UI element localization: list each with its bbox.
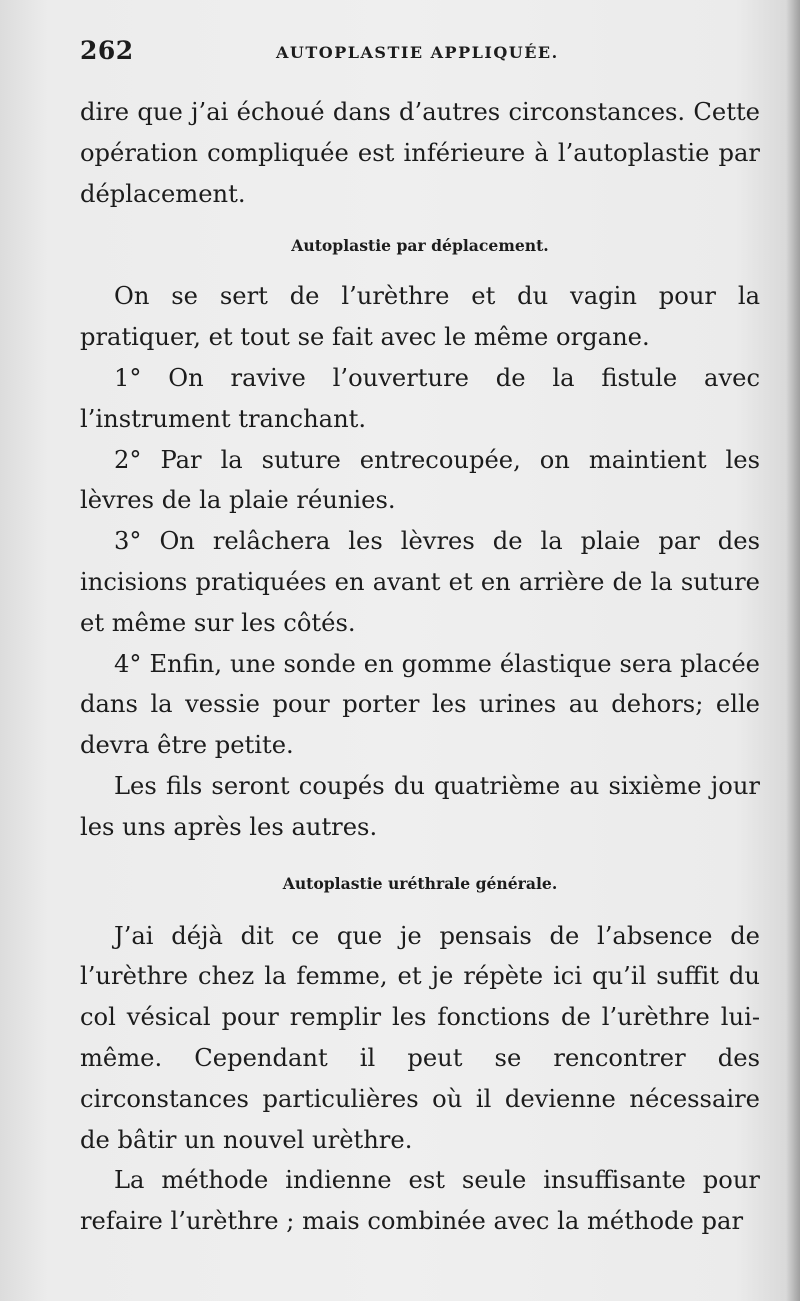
page-edge-shadow	[786, 0, 800, 1301]
step-2: 2° Par la suture entrecoupée, on maintient les lèvres de la plaie réunies.	[80, 445, 760, 515]
paragraph-sutures: Les fils seront coupés du quatrième au sixième jour les uns après les autres.	[80, 771, 760, 841]
paragraph-method: On se sert de l’urèthre et du vagin pour la pratiquer, et tout se fait avec le même organe.	[80, 282, 760, 352]
page-body	[80, 92, 760, 1242]
section-heading-urethral: Autoplastie uréthrale générale.	[282, 873, 558, 893]
step-4: 4° Enfin, une sonde en gomme élastique sera placée dans la vessie pour porter les urines au dehors; elle devra être petite.	[80, 649, 760, 760]
section-heading-displacement: Autoplastie par déplacement.	[291, 236, 549, 256]
running-title: AUTOPLASTIE APPLIQUÉE.	[276, 43, 559, 62]
paragraph-urethra: J’ai déjà dit ce que je pensais de l’absence de l’urèthre chez la femme, et je répète ici qu’il suffit du col vésical pour remplir les fonctions de l’urèthre lui-même. Cependant il peut se rencontrer des circonstances particulières où il devienne nécessaire de bâtir un nouvel urèthre.	[80, 921, 760, 1154]
page-header	[80, 36, 760, 70]
paragraph-indian-method: La méthode indienne est seule insuffisante pour refaire l’urèthre ; mais combinée avec la méthode par	[80, 1166, 760, 1236]
step-1: 1° On ravive l’ouverture de la fistule avec l’instrument tranchant.	[80, 363, 760, 433]
page-number: 262	[80, 36, 134, 65]
step-3: 3° On relâchera les lèvres de la plaie par des incisions pratiquées en avant et en arrière de la suture et même sur les côtés.	[80, 527, 760, 637]
paragraph-continuation: dire que j’ai échoué dans d’autres circonstances. Cette opération compliquée est inférieure à l’autoplastie par déplacement.	[80, 98, 760, 208]
